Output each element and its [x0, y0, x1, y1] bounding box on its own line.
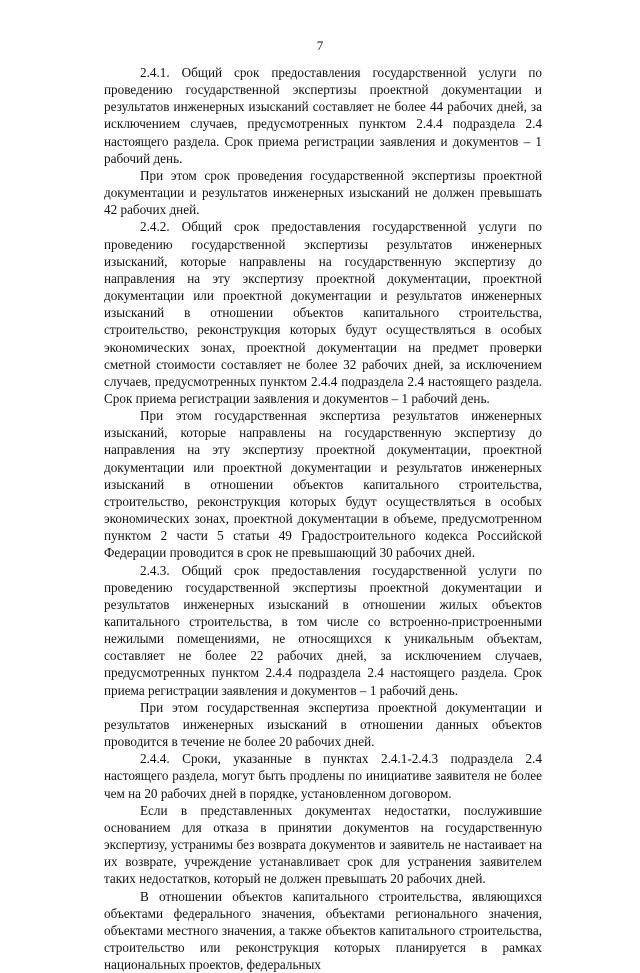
paragraph-2-4-2-note: При этом государственная экспертиза результатов инженерных изысканий, которые направлены на государственную экспертизу до направления на эту экспертизу проектной документации, проектной документации или проектной документации и результатов инженерных изысканий в отношении объектов капитального строительства, строительство, реконструкция которых будут осуществляться в особых экономических зонах, проектной документации в объеме, предусмотренном пунктом 2 части 5 статьи 49 Градостроительного кодекса Российской Федерации проводится в срок не превышающий 30 рабочих дней.	[104, 407, 542, 561]
paragraph-deficiencies: Если в представленных документах недостатки, послужившие основанием для отказа в принятии документов на государственную экспертизу, устранимы без возврата документов и заявитель не настаивает на их возврате, учреждение устанавливает срок для устранения заявителем таких недостатков, который не должен превышать 20 рабочих дней.	[104, 802, 542, 888]
paragraph-2-4-3-note: При этом государственная экспертиза проектной документации и результатов инженерных изысканий в отношении данных объектов проводится в течение не более 20 рабочих дней.	[104, 699, 542, 750]
paragraph-2-4-3: 2.4.3. Общий срок предоставления государственной услуги по проведению государственной экспертизы проектной документации и результатов инженерных изысканий в отношении жилых объектов капитального строительства, в том числе со встроенно-пристроенными нежилыми помещениями, не относящихся к уникальным объектам, составляет не более 22 рабочих дней, за исключением случаев, предусмотренных пунктом 2.4.4 подраздела 2.4 настоящего раздела. Срок приема регистрации заявления и документов – 1 рабочий день.	[104, 562, 542, 699]
paragraph-2-4-1-note: При этом срок проведения государственной экспертизы проектной документации и результатов инженерных изысканий не должен превышать 42 рабочих дней.	[104, 167, 542, 218]
paragraph-2-4-4: 2.4.4. Сроки, указанные в пунктах 2.4.1-2.4.3 подраздела 2.4 настоящего раздела, могут быть продлены по инициативе заявителя не более чем на 20 рабочих дней в порядке, установленном договором.	[104, 750, 542, 801]
page-number: 7	[0, 38, 640, 54]
paragraph-capital-objects: В отношении объектов капитального строительства, являющихся объектами федерального значения, объектами регионального значения, объектами местного значения, а также объектов капитального строительства, строительство или реконструкция которых планируется в рамках национальных проектов, федеральных	[104, 888, 542, 973]
document-body	[104, 64, 542, 973]
paragraph-2-4-2: 2.4.2. Общий срок предоставления государственной услуги по проведению государственной экспертизы результатов инженерных изысканий, которые направлены на государственную экспертизу до направления на эту экспертизу проектной документации, проектной документации или проектной документации и результатов инженерных изысканий в отношении объектов капитального строительства, строительство, реконструкция которых будут осуществляться в особых экономических зонах, проектной документации на предмет проверки сметной стоимости составляет не более 32 рабочих дней, за исключением случаев, предусмотренных пунктом 2.4.4 подраздела 2.4 настоящего раздела. Срок приема регистрации заявления и документов – 1 рабочий день.	[104, 218, 542, 407]
paragraph-2-4-1: 2.4.1. Общий срок предоставления государственной услуги по проведению государственной экспертизы проектной документации и результатов инженерных изысканий составляет не более 44 рабочих дней, за исключением случаев, предусмотренных пунктом 2.4.4 подраздела 2.4 настоящего раздела. Срок приема регистрации заявления и документов – 1 рабочий день.	[104, 64, 542, 167]
